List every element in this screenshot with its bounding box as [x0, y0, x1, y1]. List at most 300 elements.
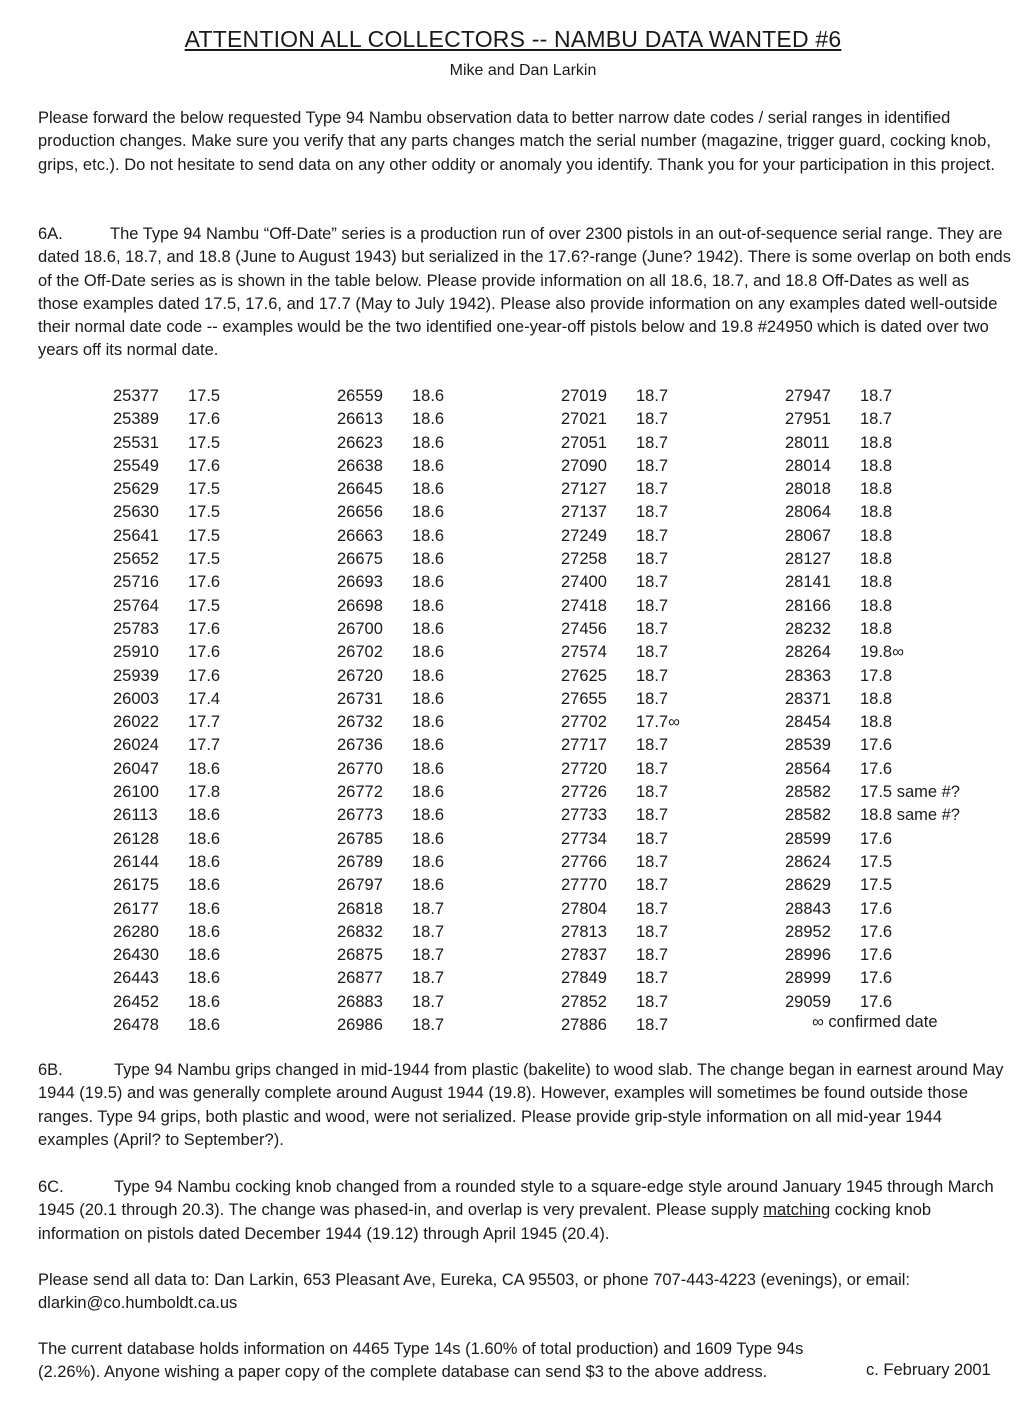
date-code: 17.5 — [188, 433, 221, 452]
serial-number: 26702 — [337, 643, 383, 662]
table-row — [337, 525, 444, 548]
table-row — [785, 618, 960, 641]
serial-number: 27770 — [561, 876, 607, 895]
date-code: 18.7 — [636, 922, 669, 941]
table-row — [113, 828, 220, 851]
serial-number: 26663 — [337, 526, 383, 545]
date-code: 18.7 — [636, 992, 669, 1011]
date-code: 18.6 — [188, 899, 221, 918]
serial-number: 26883 — [337, 992, 383, 1011]
serial-number: 27726 — [561, 783, 607, 802]
date-code: 18.6 — [412, 456, 445, 475]
serial-number: 28064 — [785, 503, 831, 522]
table-row — [337, 758, 444, 781]
section-6a-text: The Type 94 Nambu “Off-Date” series is a production run of over 2300 pistols in an out-of-sequence serial range. They are dated 18.6, 18.7, and 18.8 (June to August 1943) but serialized in the 17.6?-range (June? 1942). There is some overlap on both ends of the Off-Date series as is shown in the table below. Please provide information on all 18.6, 18.7, and 18.8 Off-Dates as well as those examples dated 17.5, 17.6, and 17.7 (May to July 1942). Please also provide information on any examples dated well-outside their normal date code -- examples would be the two identified one-year-off pistols below and 19.8 #24950 which is dated over two years off its normal date. — [38, 225, 1011, 360]
table-row — [785, 851, 960, 874]
date-code: 18.8 same #? — [860, 806, 960, 825]
table-row — [561, 455, 680, 478]
date-code: 17.6 — [860, 736, 893, 755]
date-code: 18.7 — [636, 456, 669, 475]
table-row — [113, 804, 220, 827]
date-code: 17.6 — [860, 829, 893, 848]
table-row — [785, 385, 960, 408]
serial-number: 26613 — [337, 410, 383, 429]
serial-number: 27852 — [561, 992, 607, 1011]
serial-number: 28141 — [785, 573, 831, 592]
serial-number: 26986 — [337, 1016, 383, 1035]
table-row — [561, 828, 680, 851]
date-note: c. February 2001 — [866, 1361, 991, 1379]
date-code: 18.8 — [860, 433, 893, 452]
table-row — [337, 548, 444, 571]
table-row — [337, 455, 444, 478]
date-code: 18.7 — [636, 596, 669, 615]
table-row — [785, 595, 960, 618]
date-code: 18.7 — [412, 992, 445, 1011]
serial-number: 26478 — [113, 1016, 159, 1035]
serial-number: 26789 — [337, 852, 383, 871]
serial-number: 28624 — [785, 852, 831, 871]
table-row — [785, 921, 960, 944]
date-code: 18.7 — [636, 550, 669, 569]
table-row — [561, 921, 680, 944]
serial-number: 26656 — [337, 503, 383, 522]
date-code: 17.6 — [188, 666, 221, 685]
page-title: ATTENTION ALL COLLECTORS -- NAMBU DATA WANTED #6 — [184, 26, 842, 52]
date-code: 17.5 — [188, 526, 221, 545]
serial-number: 29059 — [785, 992, 831, 1011]
date-code: 18.6 — [188, 806, 221, 825]
table-row — [337, 571, 444, 594]
table-row — [113, 385, 220, 408]
serial-number: 27127 — [561, 480, 607, 499]
table-row — [785, 828, 960, 851]
table-row — [785, 758, 960, 781]
serial-number: 26693 — [337, 573, 383, 592]
serial-number: 25939 — [113, 666, 159, 685]
table-row — [113, 525, 220, 548]
date-code: 17.6 — [188, 643, 221, 662]
serial-number: 26022 — [113, 713, 159, 732]
table-row — [561, 804, 680, 827]
date-code: 18.7 — [636, 899, 669, 918]
date-code: 18.8 — [860, 550, 893, 569]
date-code: 18.7 — [412, 969, 445, 988]
serial-number: 27733 — [561, 806, 607, 825]
serial-number: 25630 — [113, 503, 159, 522]
table-row — [337, 618, 444, 641]
serial-number: 26113 — [113, 806, 158, 825]
serial-number: 26047 — [113, 759, 159, 778]
table-row — [113, 665, 220, 688]
serial-number: 26175 — [113, 876, 159, 895]
serial-number: 27019 — [561, 387, 607, 405]
serial-number: 26720 — [337, 666, 383, 685]
date-code: 17.6 — [188, 456, 221, 475]
date-code: 18.6 — [188, 759, 221, 778]
date-code: 18.8 — [860, 456, 893, 475]
date-code: 18.6 — [412, 410, 445, 429]
serial-number: 26128 — [113, 829, 159, 848]
serial-number: 25764 — [113, 596, 159, 615]
table-row — [785, 991, 960, 1014]
table-column-1 — [113, 385, 220, 1037]
date-code: 18.7 — [636, 806, 669, 825]
table-column-3 — [561, 385, 680, 1037]
serial-number: 28996 — [785, 946, 831, 965]
date-code: 18.7 — [636, 946, 669, 965]
date-code: 18.7 — [636, 666, 669, 685]
table-row — [785, 874, 960, 897]
date-code: 18.6 — [412, 876, 445, 895]
table-row — [785, 688, 960, 711]
table-column-4 — [785, 385, 960, 1014]
date-code: 18.6 — [188, 969, 221, 988]
serial-number: 26736 — [337, 736, 383, 755]
serial-number: 27418 — [561, 596, 607, 615]
serial-number: 25652 — [113, 550, 159, 569]
serial-number: 27837 — [561, 946, 607, 965]
contact-paragraph: Please send all data to: Dan Larkin, 653 Pleasant Ave, Eureka, CA 95503, or phone 707-443-4223 (evenings), or email: dlarkin@co.humboldt.ca.us — [38, 1271, 911, 1313]
date-code: 17.7∞ — [636, 713, 680, 732]
table-row — [337, 408, 444, 431]
serial-number: 26100 — [113, 783, 159, 802]
date-code: 18.7 — [636, 573, 669, 592]
serial-number: 26003 — [113, 689, 159, 708]
date-code: 18.8 — [860, 526, 893, 545]
table-row — [785, 804, 960, 827]
table-row — [337, 711, 444, 734]
date-code: 18.8 — [860, 596, 893, 615]
date-code: 17.7 — [188, 736, 221, 755]
table-row — [785, 898, 960, 921]
table-row — [561, 432, 680, 455]
date-code: 18.8 — [860, 503, 893, 522]
table-row — [785, 944, 960, 967]
serial-number: 28582 — [785, 783, 831, 802]
serial-number: 26024 — [113, 736, 159, 755]
date-code: 18.8 — [860, 689, 893, 708]
serial-number: 27766 — [561, 852, 607, 871]
table-row — [337, 688, 444, 711]
table-row — [113, 688, 220, 711]
section-6c-text-before: Type 94 Nambu cocking knob changed from a rounded style to a square-edge style around January 1945 through March 1945 (20.1 through 20.3). The change was phased-in, and overlap is very prevalent. Please supply — [38, 1178, 994, 1220]
date-code: 18.7 — [412, 899, 445, 918]
serial-number: 27021 — [561, 410, 607, 429]
table-row — [561, 525, 680, 548]
date-code: 18.7 — [636, 410, 669, 429]
table-row — [337, 967, 444, 990]
date-code: 17.6 — [860, 969, 893, 988]
serial-number: 25641 — [113, 526, 159, 545]
table-row — [785, 734, 960, 757]
date-code: 18.6 — [188, 992, 221, 1011]
table-row — [785, 571, 960, 594]
date-code: 18.7 — [636, 1016, 669, 1035]
serial-number: 27574 — [561, 643, 607, 662]
table-row — [785, 455, 960, 478]
table-row — [113, 1014, 220, 1037]
table-row — [561, 967, 680, 990]
table-row — [337, 874, 444, 897]
date-code: 17.5 — [860, 876, 893, 895]
date-code: 18.7 — [412, 946, 445, 965]
serial-number: 28599 — [785, 829, 831, 848]
table-row — [337, 501, 444, 524]
serial-number: 25910 — [113, 643, 159, 662]
table-row — [113, 898, 220, 921]
table-row — [561, 711, 680, 734]
serial-number: 26875 — [337, 946, 383, 965]
serial-number: 28011 — [785, 433, 830, 452]
serial-number: 28454 — [785, 713, 831, 732]
date-code: 18.7 — [636, 480, 669, 499]
table-row — [337, 991, 444, 1014]
serial-number: 27625 — [561, 666, 607, 685]
table-row — [561, 478, 680, 501]
serial-number: 26785 — [337, 829, 383, 848]
date-code: 18.7 — [636, 759, 669, 778]
table-row — [337, 781, 444, 804]
table-row — [113, 408, 220, 431]
date-code: 18.7 — [636, 526, 669, 545]
serial-number: 26832 — [337, 922, 383, 941]
serial-number: 28018 — [785, 480, 831, 499]
date-code: 18.6 — [412, 503, 445, 522]
date-code: 18.8 — [860, 619, 893, 638]
table-row — [113, 618, 220, 641]
date-code: 17.5 — [188, 480, 221, 499]
date-code: 18.6 — [412, 619, 445, 638]
serial-number: 26645 — [337, 480, 383, 499]
table-row — [337, 944, 444, 967]
section-6a — [38, 223, 1013, 363]
table-row — [337, 1014, 444, 1037]
date-code: 18.6 — [412, 852, 445, 871]
date-code: 18.7 — [636, 876, 669, 895]
table-row — [561, 944, 680, 967]
table-row — [113, 851, 220, 874]
serial-number: 27137 — [561, 503, 607, 522]
date-code: 17.5 same #? — [860, 783, 960, 802]
table-row — [561, 898, 680, 921]
date-code: 18.7 — [636, 736, 669, 755]
serial-number: 26452 — [113, 992, 159, 1011]
section-6c-text-after: cocking knob information on pistols dated December 1944 (19.12) through April 1945 (20.4). — [38, 1201, 932, 1243]
serial-number: 27717 — [561, 736, 607, 755]
table-row — [561, 991, 680, 1014]
serial-number: 28166 — [785, 596, 831, 615]
serial-number: 26675 — [337, 550, 383, 569]
serial-number: 28067 — [785, 526, 831, 545]
table-row — [337, 734, 444, 757]
section-6b-label: 6B. — [38, 1061, 63, 1079]
table-row — [561, 758, 680, 781]
table-row — [561, 851, 680, 874]
table-row — [337, 665, 444, 688]
table-row — [561, 688, 680, 711]
serial-number: 26797 — [337, 876, 383, 895]
date-code: 18.6 — [188, 876, 221, 895]
serial-number: 26177 — [113, 899, 159, 918]
serial-number: 27947 — [785, 387, 831, 405]
serial-number: 28564 — [785, 759, 831, 778]
section-6a-label: 6A. — [38, 225, 63, 243]
date-code: 18.7 — [860, 387, 893, 405]
table-row — [113, 548, 220, 571]
serial-number: 28999 — [785, 969, 831, 988]
table-column-2 — [337, 385, 444, 1037]
serial-number: 25629 — [113, 480, 159, 499]
date-code: 18.6 — [188, 829, 221, 848]
table-row — [561, 548, 680, 571]
date-code: 18.7 — [636, 689, 669, 708]
table-row — [337, 921, 444, 944]
date-code: 18.7 — [412, 1016, 445, 1035]
date-code: 17.4 — [188, 689, 221, 708]
table-row — [561, 734, 680, 757]
serial-number: 27886 — [561, 1016, 607, 1035]
serial-number: 28539 — [785, 736, 831, 755]
serial-number: 26559 — [337, 387, 383, 405]
date-code: 17.6 — [188, 410, 221, 429]
date-code: 18.6 — [412, 806, 445, 825]
date-code: 17.6 — [188, 619, 221, 638]
serial-number: 27720 — [561, 759, 607, 778]
serial-number: 27813 — [561, 922, 607, 941]
database-paragraph: The current database holds information on 4465 Type 14s (1.60% of total production) and 1609 Type 94s (2.26%). Anyone wishing a paper copy of the complete database can send $3 to the above address. — [38, 1340, 804, 1382]
table-row — [113, 734, 220, 757]
serial-number: 26818 — [337, 899, 383, 918]
table-row — [561, 874, 680, 897]
date-code: 18.7 — [636, 643, 669, 662]
serial-date-table — [0, 385, 1026, 1045]
table-row — [113, 711, 220, 734]
table-row — [561, 571, 680, 594]
serial-number: 28127 — [785, 550, 831, 569]
table-row — [113, 874, 220, 897]
date-code: 18.6 — [412, 829, 445, 848]
table-row — [785, 525, 960, 548]
serial-number: 26700 — [337, 619, 383, 638]
table-row — [113, 944, 220, 967]
serial-number: 27400 — [561, 573, 607, 592]
table-row — [113, 501, 220, 524]
date-code: 18.6 — [412, 713, 445, 732]
table-row — [337, 385, 444, 408]
date-code: 18.6 — [188, 1016, 221, 1035]
date-code: 17.6 — [188, 573, 221, 592]
date-code: 18.7 — [636, 619, 669, 638]
table-row — [113, 432, 220, 455]
serial-number: 28629 — [785, 876, 831, 895]
table-row — [113, 781, 220, 804]
date-code: 18.6 — [188, 946, 221, 965]
serial-number: 26623 — [337, 433, 383, 452]
serial-number: 26732 — [337, 713, 383, 732]
section-6b-text: Type 94 Nambu grips changed in mid-1944 from plastic (bakelite) to wood slab. The change began in earnest around May 1944 (19.5) and was generally complete around August 1944 (19.8). However, examples will sometimes be found outside those ranges. Type 94 grips, both plastic and wood, were not serialized. Please provide grip-style information on all mid-year 1944 examples (April? to September?). — [38, 1061, 1004, 1149]
table-row — [113, 921, 220, 944]
date-code: 18.6 — [412, 736, 445, 755]
date-code: 18.8 — [860, 573, 893, 592]
intro-paragraph: Please forward the below requested Type 94 Nambu observation data to better narrow date codes / serial ranges in identified production changes. Make sure you verify that any parts changes match the serial number (magazine, trigger guard, cocking knob, grips, etc.). Do not hesitate to send data on any other oddity or anomaly you identify. Thank you for your participation in this project. — [38, 109, 995, 174]
section-6c-underlined: matching — [763, 1201, 831, 1220]
table-row — [561, 665, 680, 688]
table-row — [113, 758, 220, 781]
date-code: 18.7 — [636, 503, 669, 522]
serial-number: 25377 — [113, 387, 159, 405]
serial-number: 28952 — [785, 922, 831, 941]
table-row — [561, 641, 680, 664]
serial-number: 27249 — [561, 526, 607, 545]
table-row — [337, 432, 444, 455]
table-row — [561, 618, 680, 641]
date-code: 18.7 — [636, 969, 669, 988]
section-6c — [38, 1176, 1013, 1246]
date-code: 18.6 — [412, 643, 445, 662]
table-row — [561, 781, 680, 804]
serial-number: 26877 — [337, 969, 383, 988]
serial-number: 25531 — [113, 433, 159, 452]
serial-number: 25549 — [113, 456, 159, 475]
serial-number: 26443 — [113, 969, 159, 988]
serial-number: 26280 — [113, 922, 159, 941]
table-row — [337, 478, 444, 501]
table-row — [785, 781, 960, 804]
date-code: 18.6 — [412, 689, 445, 708]
date-code: 18.7 — [860, 410, 893, 429]
date-code: 17.5 — [188, 387, 221, 405]
serial-number: 28582 — [785, 806, 831, 825]
date-code: 19.8∞ — [860, 643, 904, 662]
table-row — [785, 408, 960, 431]
date-code: 17.6 — [860, 922, 893, 941]
serial-number: 28843 — [785, 899, 831, 918]
date-code: 18.7 — [636, 783, 669, 802]
table-row — [113, 455, 220, 478]
authors: Mike and Dan Larkin — [449, 62, 597, 79]
date-code: 17.8 — [860, 666, 893, 685]
serial-number: 26430 — [113, 946, 159, 965]
table-row — [785, 501, 960, 524]
table-row — [113, 991, 220, 1014]
serial-number: 27655 — [561, 689, 607, 708]
serial-number: 27258 — [561, 550, 607, 569]
date-code: 18.6 — [412, 480, 445, 499]
date-code: 17.5 — [860, 852, 893, 871]
table-row — [561, 501, 680, 524]
date-code: 17.6 — [860, 759, 893, 778]
serial-number: 28363 — [785, 666, 831, 685]
date-code: 18.6 — [412, 573, 445, 592]
date-code: 18.7 — [412, 922, 445, 941]
serial-number: 25716 — [113, 573, 159, 592]
table-row — [561, 408, 680, 431]
serial-number: 26698 — [337, 596, 383, 615]
table-row — [337, 804, 444, 827]
date-code: 17.7 — [188, 713, 221, 732]
table-row — [561, 595, 680, 618]
serial-number: 28014 — [785, 456, 831, 475]
table-row — [337, 851, 444, 874]
serial-number: 26144 — [113, 852, 159, 871]
serial-number: 28232 — [785, 619, 831, 638]
table-row — [785, 711, 960, 734]
serial-number: 26638 — [337, 456, 383, 475]
serial-number: 26772 — [337, 783, 383, 802]
section-6c-label: 6C. — [38, 1178, 64, 1196]
date-code: 18.7 — [636, 852, 669, 871]
